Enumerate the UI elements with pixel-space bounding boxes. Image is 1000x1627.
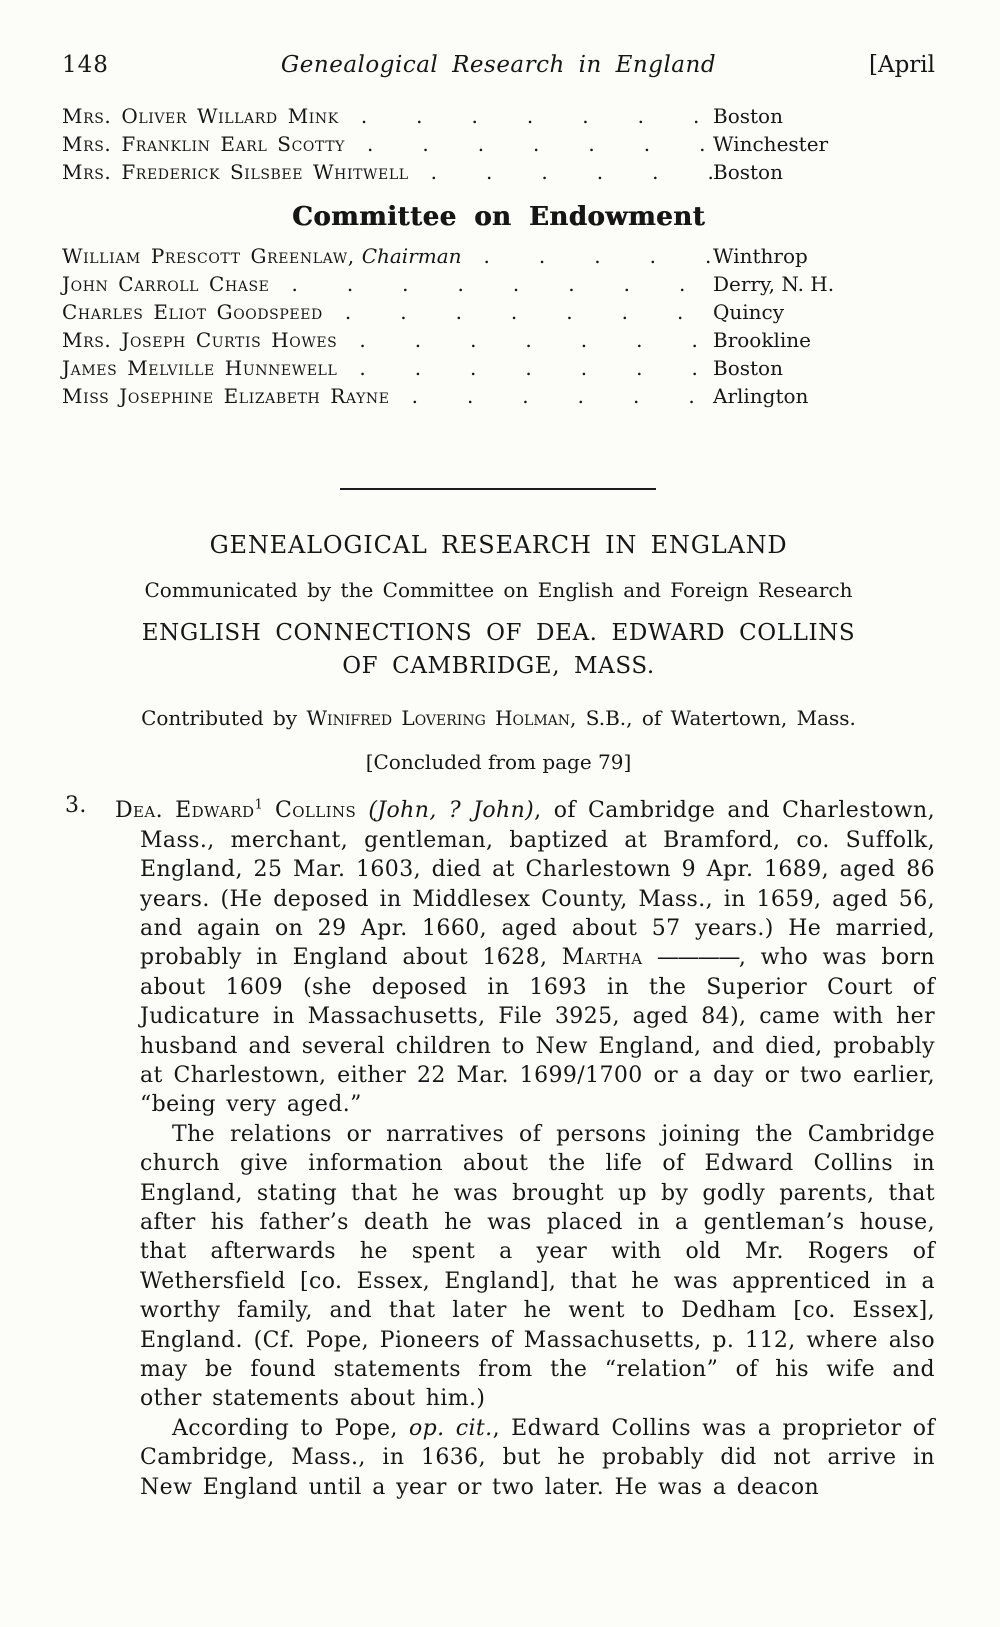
member-row: [62, 382, 935, 410]
contributed-line: Contributed by Winifred Lovering Holman, S.B., of Watertown, Mass.: [141, 706, 856, 730]
dot-leader: [409, 158, 713, 186]
member-row: [62, 158, 935, 186]
member-place: Winthrop: [713, 244, 808, 268]
communicated-line: Communicated by the Committee on English and Foreign Research: [144, 578, 853, 602]
member-place: Arlington: [713, 384, 809, 408]
member-place: Boston: [713, 160, 783, 184]
member-name: Mrs. Oliver Willard Mink: [62, 104, 339, 128]
member-place: Boston: [713, 104, 783, 128]
member-name: William Prescott Greenlaw,: [62, 244, 355, 268]
member-row: [62, 270, 935, 298]
dot-leader: [269, 270, 713, 298]
member-row: [62, 354, 935, 382]
dot-leader: [345, 130, 713, 158]
article-subtitle-line2: OF CAMBRIDGE, MASS.: [342, 653, 655, 679]
member-role: Chairman: [361, 244, 462, 268]
running-title: Genealogical Research in England: [280, 52, 717, 78]
member-name: Charles Eliot Goodspeed: [62, 300, 323, 324]
member-place: Boston: [713, 356, 783, 380]
page-number: 148: [62, 52, 109, 78]
member-name: Mrs. Frederick Silsbee Whitwell: [62, 160, 409, 184]
member-name: Mrs. Joseph Curtis Howes: [62, 328, 338, 352]
dot-leader: [337, 326, 713, 354]
committee-list: [62, 242, 935, 410]
body-paragraph: According to Pope, op. cit., Edward Collins was a proprietor of Cambridge, Mass., in 1636, but he probably did not arrive in New England until a year or two later. He was a deacon: [140, 1415, 935, 1500]
issue-month-label: [April: [868, 52, 935, 78]
article-title: GENEALOGICAL RESEARCH IN ENGLAND: [209, 531, 788, 559]
article-subtitle-line1: ENGLISH CONNECTIONS OF DEA. EDWARD COLLINS: [141, 620, 856, 646]
section-divider: [340, 488, 656, 490]
article-subtitle: [62, 617, 935, 683]
committee-heading: Committee on Endowment: [292, 202, 705, 232]
member-name: James Melville Hunnewell: [62, 356, 338, 380]
dot-leader: [462, 242, 713, 270]
member-row: [62, 130, 935, 158]
dot-leader: [390, 382, 713, 410]
page-content: [62, 0, 935, 1502]
officers-list: [62, 102, 935, 186]
running-head: [62, 50, 935, 80]
dot-leader: [323, 298, 713, 326]
entry-paragraph-text: Dea. Edward$^1$ Collins (John, ? John), of Cambridge and Charlestown, Mass., merchant, gentleman, baptized at Bramford, co. Suffolk, England, 25 Mar. 1603, died at Charlestown 9 Apr. 1689, aged 86 years. (He deposed in Middlesex County, Mass., in 1659, aged 56, and again on 29 Apr. 1660, aged about 57 years.) He married, probably in England about 1628, Martha ————, who was born about 1609 (she deposed in 1693 in the Superior Court of Judicature in Massachusetts, File 3925, aged 84), came with her husband and several children to New England, and died, probably at Charlestown, either 22 Mar. 1699/1700 or a day or two earlier, “being very aged.”: [115, 798, 935, 1118]
member-name: Mrs. Franklin Earl Scotty: [62, 132, 345, 156]
member-place: Brookline: [713, 328, 811, 352]
member-place: Winchester: [713, 132, 829, 156]
entry-number: 3.: [65, 793, 87, 818]
body-paragraph: The relations or narratives of persons joining the Cambridge church give information about the life of Edward Collins in England, stating that he was brought up by godly parents, that after his father’s death he was placed in a gentleman’s house, that afterwards he spent a year with old Mr. Rogers of Wethersfield [co. Essex, England], that he was apprenticed in a worthy family, and that later he went to Dedham [co. Essex], England. (Cf. Pope, Pioneers of Massachusetts, p. 112, where also may be found statements from the “relation” of his wife and other statements about him.): [140, 1121, 935, 1412]
concluded-note: [Concluded from page 79]: [365, 750, 632, 774]
dot-leader: [337, 354, 713, 382]
entry-paragraph: [65, 791, 935, 1120]
member-row: [62, 298, 935, 326]
dot-leader: [339, 102, 713, 130]
member-place: Derry, N. H.: [713, 272, 835, 296]
member-place: Quincy: [713, 300, 785, 324]
article-body: [62, 791, 935, 1502]
member-row: [62, 242, 935, 270]
member-name: Miss Josephine Elizabeth Rayne: [62, 384, 390, 408]
member-name: John Carroll Chase: [62, 272, 270, 296]
member-row: [62, 326, 935, 354]
member-row: [62, 102, 935, 130]
